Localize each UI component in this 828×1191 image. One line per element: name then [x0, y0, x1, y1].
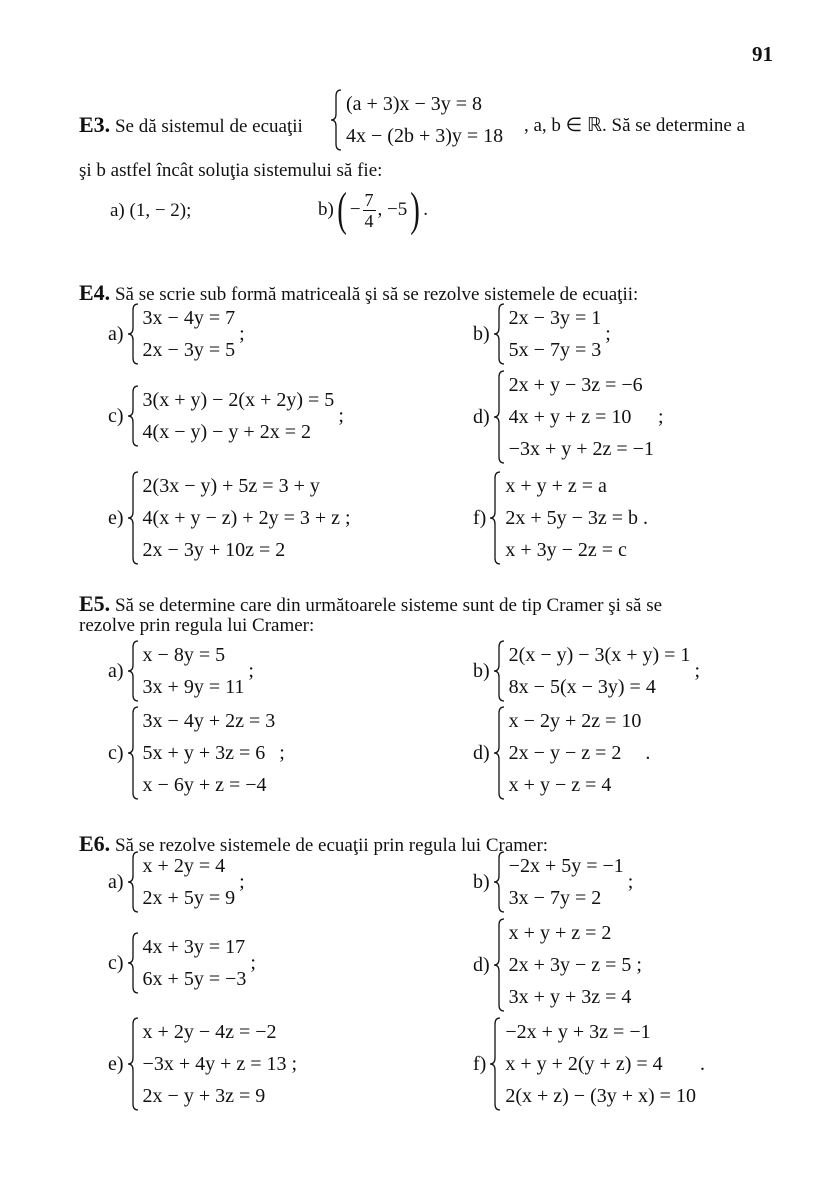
equation-lines [143, 384, 335, 448]
e3-system [330, 88, 503, 152]
brace-icon [127, 931, 139, 995]
equation: x + 3y − 2z = c [505, 539, 627, 561]
equation: 3x + 9y = 11 [142, 676, 245, 698]
equation: x + 2y − 4z = −2 [142, 1021, 277, 1043]
brace-icon [493, 705, 505, 801]
e3-heading [79, 112, 303, 138]
equation: 3x − 4y = 7 [142, 307, 236, 329]
brace-icon [493, 639, 505, 703]
item-suffix: ; [239, 870, 245, 893]
equation: 3(x + y) − 2(x + 2y) = 5 [142, 389, 335, 411]
item-suffix: ; [657, 405, 664, 428]
equation: 4(x + y − z) + 2y = 3 + z ; [142, 507, 351, 529]
equation: −3x + 4y + z = 13 ; [142, 1053, 298, 1075]
brace-icon [127, 705, 139, 801]
equation-system [108, 384, 344, 448]
item-suffix: ; [627, 870, 634, 893]
e3-part-b [318, 183, 428, 236]
equation-system [108, 1016, 297, 1112]
part-label: b) [318, 199, 334, 220]
part-value: (1, − 2); [129, 200, 192, 221]
equation-lines [509, 302, 602, 366]
equation-system [108, 705, 285, 801]
equation: 4x + y + z = 10 [508, 406, 632, 428]
brace-icon [127, 639, 139, 703]
item-suffix: ; [248, 659, 254, 682]
brace-icon [330, 88, 342, 152]
equation-lines [509, 917, 642, 1013]
equation-system [473, 705, 650, 801]
page-number: 91 [752, 42, 773, 66]
equation: x − 8y = 5 [142, 644, 226, 666]
equation-system [473, 850, 633, 914]
right-paren: ) [410, 183, 421, 236]
period: . [423, 199, 428, 220]
exercise-text: Să se scrie sub formă matriceală şi să se rezolve sistemele de ecuaţii: [114, 284, 639, 305]
equation: (a + 3)x − 3y = 8 [346, 93, 483, 115]
equation: x + y + z = 2 [508, 922, 612, 944]
e3-text: Se dă sistemul de ecuaţii [114, 116, 303, 137]
item-suffix: ; [239, 322, 245, 345]
brace-icon [127, 302, 139, 366]
brace-icon [127, 384, 139, 448]
equation: 2x − 3y = 1 [508, 307, 602, 329]
equation: 2x + 3y − z = 5 ; [508, 954, 642, 976]
part-value: , −5 [377, 199, 408, 220]
item-label: f) [473, 506, 487, 529]
brace-icon [127, 470, 139, 566]
item-suffix: ; [694, 659, 700, 682]
item-label: d) [473, 741, 490, 764]
equation-system [473, 1016, 705, 1112]
equation-system [473, 470, 648, 566]
equation: −3x + y + 2z = −1 [508, 438, 654, 460]
numerator: 7 [364, 189, 374, 210]
equation: 5x + y + 3z = 6 [142, 742, 266, 764]
equation: 6x + 5y = −3 [142, 968, 247, 990]
equation: 4x − (2b + 3)y = 18 [346, 125, 504, 147]
equation-lines [505, 470, 648, 566]
equation-lines [143, 302, 236, 366]
equation: 2x − y + 3z = 9 [142, 1085, 266, 1107]
item-suffix: . [645, 741, 651, 764]
brace-icon [493, 917, 505, 1013]
fraction [363, 190, 376, 231]
equation-lines [143, 705, 276, 801]
exercise-label: E6. [79, 831, 111, 856]
equation: 2x + 5y − 3z = b . [505, 507, 649, 529]
equation: 3x − 7y = 2 [508, 887, 602, 909]
equation: −2x + 5y = −1 [508, 855, 624, 877]
equation-system [473, 302, 611, 366]
equation: x − 2y + 2z = 10 [508, 710, 642, 732]
equation: x + y − z = 4 [508, 774, 612, 796]
equation: x − 6y + z = −4 [142, 774, 267, 796]
item-suffix: . [699, 1052, 705, 1075]
equation-system [473, 917, 642, 1013]
equation: 3x + y + 3z = 4 [508, 986, 632, 1008]
item-label: a) [108, 870, 124, 893]
equation-lines [143, 1016, 298, 1112]
item-suffix: ; [250, 951, 256, 974]
item-suffix: ; [605, 322, 611, 345]
item-label: c) [108, 951, 124, 974]
brace-icon [127, 850, 139, 914]
part-label: a) [110, 200, 125, 221]
item-label: d) [473, 953, 490, 976]
left-paren: ( [337, 183, 347, 236]
equation-system [108, 302, 245, 366]
equation-lines [346, 88, 503, 152]
equation: 3x − 4y + 2z = 3 [142, 710, 276, 732]
item-label: e) [108, 1052, 124, 1075]
exercise-text: Să se determine care din următoarele sisteme sunt de tip Cramer şi să se [114, 595, 663, 616]
equation-lines [143, 639, 245, 703]
equation: 2x + 5y = 9 [142, 887, 236, 909]
item-label: c) [108, 741, 124, 764]
exercise-text: Să se rezolve sistemele de ecuaţii prin regula lui Cramer: [114, 835, 549, 856]
e3-line2: şi b astfel încât soluţia sistemului să fie: [79, 160, 383, 181]
equation: 2x + y − 3z = −6 [508, 374, 643, 396]
brace-icon [127, 1016, 139, 1112]
exercise-label: E4. [79, 280, 111, 305]
e3-part-a [110, 200, 191, 222]
equation: 2x − y − z = 2 [508, 742, 622, 764]
brace-icon [493, 302, 505, 366]
item-label: e) [108, 506, 124, 529]
equation-system [108, 850, 245, 914]
exercise-label: E5. [79, 591, 111, 616]
equation: 2(x − y) − 3(x + y) = 1 [508, 644, 691, 666]
equation: x + y + z = a [505, 475, 607, 497]
item-label: f) [473, 1052, 487, 1075]
equation: 2x − 3y + 10z = 2 [142, 539, 286, 561]
equation: 2(3x − y) + 5z = 3 + y [142, 475, 320, 497]
item-label: c) [108, 404, 124, 427]
denominator: 4 [364, 210, 374, 231]
e3-text-after: , a, b ∈ ℝ. Să se determine a [524, 115, 746, 136]
brace-icon [493, 369, 505, 465]
equation-system [108, 470, 351, 566]
equation-lines [509, 639, 691, 703]
equation-lines [505, 1016, 696, 1112]
equation: x + y + 2(y + z) = 4 [505, 1053, 663, 1075]
exercise-label: E3. [79, 112, 111, 137]
e5-heading [79, 591, 662, 617]
equation: 4x + 3y = 17 [142, 936, 246, 958]
minus-sign: − [349, 199, 361, 220]
equation: 2(x + z) − (3y + x) = 10 [505, 1085, 696, 1107]
equation-lines [143, 850, 236, 914]
equation-system [473, 639, 700, 703]
brace-icon [493, 850, 505, 914]
equation: 4(x − y) − y + 2x = 2 [142, 421, 311, 443]
item-label: a) [108, 322, 124, 345]
equation: 5x − 7y = 3 [508, 339, 602, 361]
equation-system [108, 639, 254, 703]
item-suffix: ; [338, 404, 344, 427]
item-suffix: ; [279, 741, 285, 764]
item-label: b) [473, 322, 490, 345]
equation-system [108, 931, 256, 995]
equation-lines [143, 931, 247, 995]
e5-heading-line2: rezolve prin regula lui Cramer: [79, 615, 315, 636]
item-label: b) [473, 870, 490, 893]
equation: 2x − 3y = 5 [142, 339, 236, 361]
equation-system [473, 369, 664, 465]
equation: 8x − 5(x − 3y) = 4 [508, 676, 656, 698]
equation-lines [509, 369, 654, 465]
brace-icon [489, 1016, 501, 1112]
item-label: d) [473, 405, 490, 428]
equation-lines [143, 470, 351, 566]
equation: −2x + y + 3z = −1 [505, 1021, 651, 1043]
equation-lines [509, 850, 624, 914]
equation: x + 2y = 4 [142, 855, 226, 877]
item-label: a) [108, 659, 124, 682]
brace-icon [489, 470, 501, 566]
item-label: b) [473, 659, 490, 682]
equation-lines [509, 705, 642, 801]
